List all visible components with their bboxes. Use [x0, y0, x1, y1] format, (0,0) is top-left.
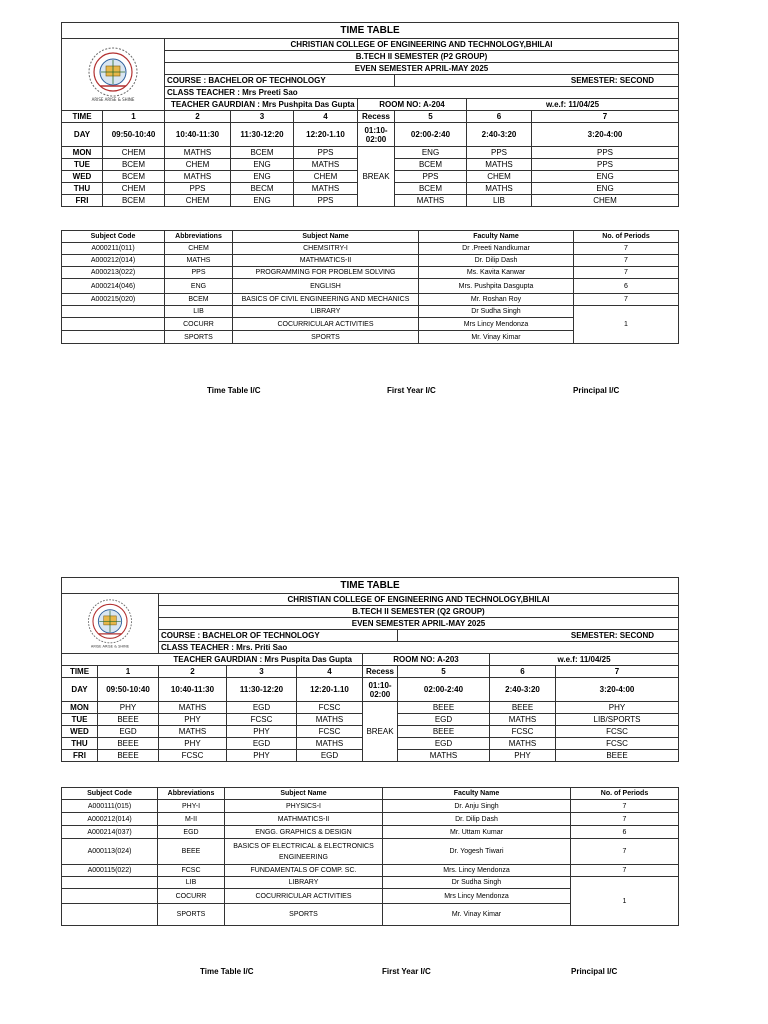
- session-line: EVEN SEMESTER APRIL-MAY 2025: [165, 63, 679, 75]
- college-logo: [62, 594, 159, 654]
- period-4: 4: [294, 111, 358, 123]
- time-slot-6: 2:40-3:20: [467, 123, 532, 147]
- periods: 7: [574, 267, 679, 279]
- principal-ic-signature: Principal I/C: [571, 967, 618, 976]
- subject-name: BASICS OF ELECTRICAL & ELECTRONICS ENGINEERING: [225, 839, 383, 865]
- faculty-name: Dr. Yogesh Tiwari: [383, 839, 571, 865]
- cell: MATHS: [467, 183, 532, 195]
- cell: PPS: [165, 183, 231, 195]
- recess-header: Recess: [363, 666, 398, 678]
- period-5: 5: [395, 111, 467, 123]
- periods: 6: [574, 279, 679, 294]
- subject-abbr: PHY-I: [158, 800, 225, 813]
- cell: MATHS: [297, 738, 363, 750]
- session-line: EVEN SEMESTER APRIL-MAY 2025: [159, 618, 679, 630]
- cell: MATHS: [294, 183, 358, 195]
- period-6: 6: [490, 666, 556, 678]
- cell: FCSC: [556, 726, 679, 738]
- time-slot-4: 12:20-1.10: [297, 678, 363, 702]
- cell: ENG: [395, 147, 467, 159]
- periods-header: No. of Periods: [574, 231, 679, 243]
- timetable-title: TIME TABLE: [62, 23, 679, 39]
- cell: MATHS: [490, 714, 556, 726]
- cell: ENG: [231, 195, 294, 207]
- day-label: TUE: [62, 159, 103, 171]
- time-slot-4: 12:20-1.10: [294, 123, 358, 147]
- cell: EGD: [398, 714, 490, 726]
- first-year-ic-signature: First Year I/C: [387, 386, 436, 395]
- cell: CHEM: [532, 195, 679, 207]
- subject-row: [62, 243, 679, 255]
- subject-name: SPORTS: [233, 331, 419, 344]
- faculty-name-header: Faculty Name: [383, 788, 571, 800]
- cell: BEEE: [98, 750, 159, 762]
- cell: BEEE: [98, 714, 159, 726]
- cell: BCEM: [103, 159, 165, 171]
- subject-row: [62, 279, 679, 294]
- timetable-title: TIME TABLE: [62, 578, 679, 594]
- timetable-ic-signature: Time Table I/C: [207, 386, 261, 395]
- subject-code: A000212(014): [62, 813, 158, 826]
- day-label: MON: [62, 702, 98, 714]
- cell: BCEM: [395, 159, 467, 171]
- cell: PPS: [395, 171, 467, 183]
- subject-name: PHYSICS-I: [225, 800, 383, 813]
- subject-abbr: EGD: [158, 826, 225, 839]
- periods: 7: [571, 839, 679, 865]
- faculty-name: Dr. Dilip Dash: [383, 813, 571, 826]
- faculty-name: Mrs. Lincy Mendonza: [383, 865, 571, 877]
- time-slot-5: 02:00-2:40: [395, 123, 467, 147]
- time-slot-7: 3:20-4:00: [532, 123, 679, 147]
- subject-code: A000211(011): [62, 243, 165, 255]
- subject-name: MATHMATICS-II: [225, 813, 383, 826]
- subject-row: [62, 813, 679, 826]
- subject-name: LIBRARY: [225, 877, 383, 889]
- abbreviations-header: Abbreviations: [165, 231, 233, 243]
- periods: 1: [574, 306, 679, 344]
- subject-code: A000214(046): [62, 279, 165, 294]
- cell: FCSC: [556, 738, 679, 750]
- cell: MATHS: [398, 750, 490, 762]
- subject-name-header: Subject Name: [233, 231, 419, 243]
- cell: CHEM: [294, 171, 358, 183]
- room-number: ROOM NO: A-203: [363, 654, 490, 666]
- subject-abbr: M-II: [158, 813, 225, 826]
- subject-table: [61, 787, 679, 926]
- subject-name: ENGG. GRAPHICS & DESIGN: [225, 826, 383, 839]
- faculty-name: Mr. Vinay Kimar: [419, 331, 574, 344]
- semester-label: SEMESTER: SECOND: [395, 75, 679, 87]
- cell: PPS: [467, 147, 532, 159]
- subject-code: A000213(022): [62, 267, 165, 279]
- cell: FCSC: [297, 726, 363, 738]
- college-name: CHRISTIAN COLLEGE OF ENGINEERING AND TECHNOLOGY,BHILAI: [159, 594, 679, 606]
- cell: BEEE: [556, 750, 679, 762]
- subject-code-header: Subject Code: [62, 231, 165, 243]
- subject-abbr: COCURR: [165, 318, 233, 331]
- cell: EGD: [297, 750, 363, 762]
- cell: EGD: [227, 702, 297, 714]
- periods: 7: [574, 255, 679, 267]
- teacher-guardian: TEACHER GAURDIAN : Mrs Pushpita Das Gupta: [165, 99, 358, 111]
- cell: FCSC: [227, 714, 297, 726]
- cell: BECM: [231, 183, 294, 195]
- subject-name: FUNDAMENTALS OF COMP. SC.: [225, 865, 383, 877]
- subject-abbr: PPS: [165, 267, 233, 279]
- day-label: WED: [62, 171, 103, 183]
- subject-code: [62, 904, 158, 926]
- subject-row: [62, 800, 679, 813]
- cell: MATHS: [294, 159, 358, 171]
- time-header: TIME: [62, 111, 103, 123]
- cell: PHY: [98, 702, 159, 714]
- subject-abbr: SPORTS: [165, 331, 233, 344]
- abbreviations-header: Abbreviations: [158, 788, 225, 800]
- subject-code-header: Subject Code: [62, 788, 158, 800]
- faculty-name: Mr. Uttam Kumar: [383, 826, 571, 839]
- semester-line: B.TECH II SEMESTER (Q2 GROUP): [159, 606, 679, 618]
- subject-name-header: Subject Name: [225, 788, 383, 800]
- cell: BCEM: [231, 147, 294, 159]
- cell: MATHS: [165, 171, 231, 183]
- cell: FCSC: [297, 702, 363, 714]
- period-2: 2: [159, 666, 227, 678]
- periods: 7: [571, 865, 679, 877]
- recess-time: 01:10-02:00: [363, 678, 398, 702]
- course-line: COURSE : BACHELOR OF TECHNOLOGY: [159, 630, 398, 642]
- cell: PPS: [532, 159, 679, 171]
- cell: BEEE: [490, 702, 556, 714]
- college-name: CHRISTIAN COLLEGE OF ENGINEERING AND TECHNOLOGY,BHILAI: [165, 39, 679, 51]
- subject-name: CHEMSITRY-I: [233, 243, 419, 255]
- time-header: TIME: [62, 666, 98, 678]
- cell: PPS: [532, 147, 679, 159]
- faculty-name: Mrs Lincy Mendonza: [383, 889, 571, 904]
- faculty-name: Ms. Kavita Kanwar: [419, 267, 574, 279]
- faculty-name: Dr Sudha Singh: [383, 877, 571, 889]
- cell: ENG: [532, 183, 679, 195]
- subject-code: [62, 331, 165, 344]
- semester-label: SEMESTER: SECOND: [398, 630, 679, 642]
- cell: BCEM: [103, 171, 165, 183]
- day-label: THU: [62, 183, 103, 195]
- subject-name: MATHMATICS-II: [233, 255, 419, 267]
- cell: BEEE: [398, 702, 490, 714]
- subject-code: A000115(022): [62, 865, 158, 877]
- subject-abbr: CHEM: [165, 243, 233, 255]
- subject-code: [62, 318, 165, 331]
- recess-header: Recess: [358, 111, 395, 123]
- faculty-name: Dr. Anju Singh: [383, 800, 571, 813]
- principal-ic-signature: Principal I/C: [573, 386, 620, 395]
- cell: CHEM: [165, 195, 231, 207]
- cell: CHEM: [103, 183, 165, 195]
- timetable-sheet-p2: [61, 22, 678, 344]
- cell: BEEE: [398, 726, 490, 738]
- cell: PHY: [159, 738, 227, 750]
- time-slot-2: 10:40-11:30: [165, 123, 231, 147]
- cell: PPS: [294, 195, 358, 207]
- day-header: DAY: [62, 123, 103, 147]
- subject-abbr: BEEE: [158, 839, 225, 865]
- subject-row: [62, 306, 679, 318]
- period-1: 1: [98, 666, 159, 678]
- cell: CHEM: [103, 147, 165, 159]
- subject-abbr: ENG: [165, 279, 233, 294]
- day-label: THU: [62, 738, 98, 750]
- cell: MATHS: [165, 147, 231, 159]
- break-cell: BREAK: [358, 147, 395, 207]
- faculty-name: Dr. Dilip Dash: [419, 255, 574, 267]
- cell: LIB: [467, 195, 532, 207]
- period-1: 1: [103, 111, 165, 123]
- periods: 7: [574, 243, 679, 255]
- cell: FCSC: [490, 726, 556, 738]
- subject-abbr: SPORTS: [158, 904, 225, 926]
- subject-table: [61, 230, 679, 344]
- cell: BCEM: [395, 183, 467, 195]
- faculty-name: Dr Sudha Singh: [419, 306, 574, 318]
- time-slot-6: 2:40-3:20: [490, 678, 556, 702]
- cell: EGD: [98, 726, 159, 738]
- subject-row: [62, 865, 679, 877]
- periods: 1: [571, 877, 679, 926]
- cell: BCEM: [103, 195, 165, 207]
- college-emblem-icon: [78, 46, 148, 104]
- subject-abbr: FCSC: [158, 865, 225, 877]
- faculty-name: Mrs Lincy Mendonza: [419, 318, 574, 331]
- cell: BEEE: [98, 738, 159, 750]
- faculty-name-header: Faculty Name: [419, 231, 574, 243]
- college-logo: [62, 39, 165, 111]
- time-slot-1: 09:50-10:40: [98, 678, 159, 702]
- timetable-table: [61, 22, 679, 207]
- period-4: 4: [297, 666, 363, 678]
- teacher-guardian: TEACHER GAURDIAN : Mrs Puspita Das Gupta: [62, 654, 363, 666]
- subject-code: [62, 877, 158, 889]
- svg-text:ARISE ARISE & SHINE: ARISE ARISE & SHINE: [91, 96, 135, 102]
- subject-code: A000113(024): [62, 839, 158, 865]
- time-slot-3: 11:30-12:20: [227, 678, 297, 702]
- time-slot-2: 10:40-11:30: [159, 678, 227, 702]
- college-emblem-icon: [76, 598, 144, 650]
- subject-row: [62, 255, 679, 267]
- time-slot-7: 3:20-4:00: [556, 678, 679, 702]
- cell: MATHS: [490, 738, 556, 750]
- cell: PHY: [227, 750, 297, 762]
- day-row: [62, 147, 679, 159]
- subject-row: [62, 839, 679, 865]
- cell: ENG: [231, 159, 294, 171]
- cell: MATHS: [159, 702, 227, 714]
- subject-name: SPORTS: [225, 904, 383, 926]
- subject-row: [62, 877, 679, 889]
- faculty-name: Mr. Vinay Kimar: [383, 904, 571, 926]
- periods: 7: [571, 813, 679, 826]
- cell: ENG: [532, 171, 679, 183]
- subject-code: A000215(020): [62, 294, 165, 306]
- wef-date: w.e.f: 11/04/25: [467, 99, 679, 111]
- cell: EGD: [227, 738, 297, 750]
- period-3: 3: [227, 666, 297, 678]
- class-teacher: CLASS TEACHER : Mrs Preeti Sao: [165, 87, 679, 99]
- periods: 7: [574, 294, 679, 306]
- subject-name: ENGLISH: [233, 279, 419, 294]
- cell: MATHS: [297, 714, 363, 726]
- period-6: 6: [467, 111, 532, 123]
- subject-name: BASICS OF CIVIL ENGINEERING AND MECHANICS: [233, 294, 419, 306]
- periods: 6: [571, 826, 679, 839]
- period-3: 3: [231, 111, 294, 123]
- cell: PPS: [294, 147, 358, 159]
- course-line: COURSE : BACHELOR OF TECHNOLOGY: [165, 75, 395, 87]
- timetable-sheet-q2: [61, 577, 678, 926]
- period-2: 2: [165, 111, 231, 123]
- day-label: WED: [62, 726, 98, 738]
- cell: MATHS: [395, 195, 467, 207]
- period-7: 7: [556, 666, 679, 678]
- subject-code: [62, 306, 165, 318]
- time-slot-3: 11:30-12:20: [231, 123, 294, 147]
- time-slot-1: 09:50-10:40: [103, 123, 165, 147]
- subject-code: A000212(014): [62, 255, 165, 267]
- cell: MATHS: [467, 159, 532, 171]
- faculty-name: Mr. Roshan Roy: [419, 294, 574, 306]
- cell: PHY: [490, 750, 556, 762]
- subject-abbr: MATHS: [165, 255, 233, 267]
- room-number: ROOM NO: A-204: [358, 99, 467, 111]
- subject-row: [62, 267, 679, 279]
- timetable-ic-signature: Time Table I/C: [200, 967, 254, 976]
- period-7: 7: [532, 111, 679, 123]
- subject-row: [62, 294, 679, 306]
- class-teacher: CLASS TEACHER : Mrs. Priti Sao: [159, 642, 679, 654]
- subject-code: [62, 889, 158, 904]
- cell: CHEM: [467, 171, 532, 183]
- periods: 7: [571, 800, 679, 813]
- faculty-name: Dr .Preeti Nandkumar: [419, 243, 574, 255]
- subject-row: [62, 826, 679, 839]
- subject-name: LIBRARY: [233, 306, 419, 318]
- svg-text:ARISE ARISE & SHINE: ARISE ARISE & SHINE: [90, 643, 130, 648]
- day-row: [62, 702, 679, 714]
- subject-abbr: LIB: [165, 306, 233, 318]
- subject-abbr: BCEM: [165, 294, 233, 306]
- subject-code: A000111(015): [62, 800, 158, 813]
- cell: EGD: [398, 738, 490, 750]
- periods-header: No. of Periods: [571, 788, 679, 800]
- subject-name: COCURRICULAR ACTIVITIES: [225, 889, 383, 904]
- subject-name: COCURRICULAR ACTIVITIES: [233, 318, 419, 331]
- cell: PHY: [159, 714, 227, 726]
- cell: PHY: [556, 702, 679, 714]
- subject-abbr: LIB: [158, 877, 225, 889]
- cell: FCSC: [159, 750, 227, 762]
- time-slot-5: 02:00-2:40: [398, 678, 490, 702]
- period-5: 5: [398, 666, 490, 678]
- first-year-ic-signature: First Year I/C: [382, 967, 431, 976]
- day-label: FRI: [62, 195, 103, 207]
- cell: CHEM: [165, 159, 231, 171]
- break-cell: BREAK: [363, 702, 398, 762]
- day-label: TUE: [62, 714, 98, 726]
- day-label: FRI: [62, 750, 98, 762]
- subject-code: A000214(037): [62, 826, 158, 839]
- subject-name: PROGRAMMING FOR PROBLEM SOLVING: [233, 267, 419, 279]
- day-header: DAY: [62, 678, 98, 702]
- subject-abbr: COCURR: [158, 889, 225, 904]
- wef-date: w.e.f: 11/04/25: [490, 654, 679, 666]
- recess-time: 01:10-02:00: [358, 123, 395, 147]
- semester-line: B.TECH II SEMESTER (P2 GROUP): [165, 51, 679, 63]
- day-label: MON: [62, 147, 103, 159]
- timetable-table: [61, 577, 679, 762]
- cell: MATHS: [159, 726, 227, 738]
- cell: LIB/SPORTS: [556, 714, 679, 726]
- faculty-name: Mrs. Pushpita Dasgupta: [419, 279, 574, 294]
- cell: ENG: [231, 171, 294, 183]
- cell: PHY: [227, 726, 297, 738]
